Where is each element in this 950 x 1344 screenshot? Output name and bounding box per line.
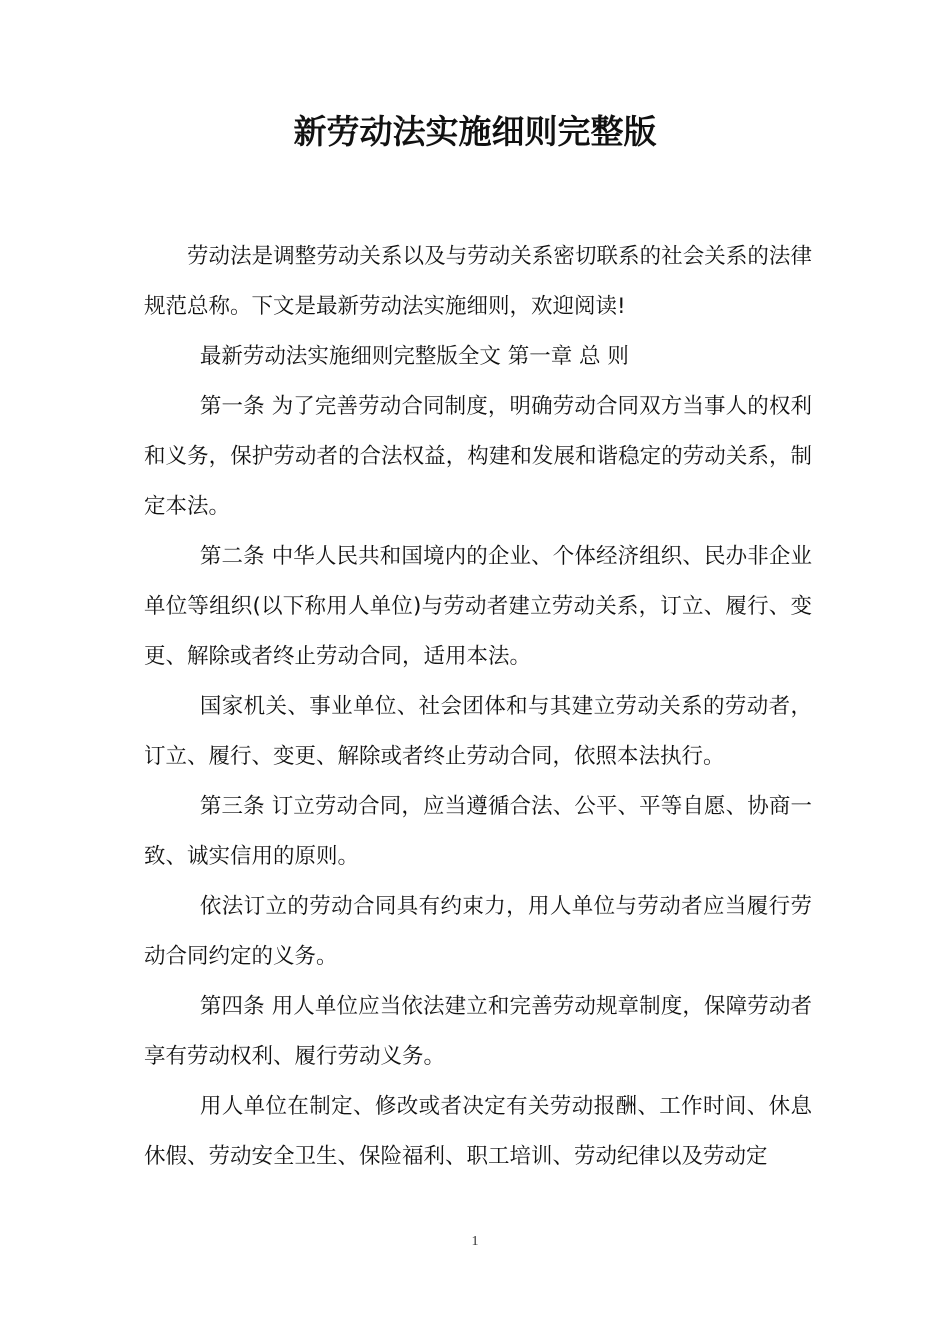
paragraph-article-3-clause-2: 依法订立的劳动合同具有约束力，用人单位与劳动者应当履行劳动合同约定的义务。 [144, 894, 812, 969]
paragraph-article-4-clause-2: 用人单位在制定、修改或者决定有关劳动报酬、工作时间、休息休假、劳动安全卫生、保险福利、职工培训、劳动纪律以及劳动定 [144, 1094, 812, 1169]
paragraph-article-4: 第四条 用人单位应当依法建立和完善劳动规章制度，保障劳动者享有劳动权利、履行劳动义务。 [144, 994, 812, 1069]
paragraph-chapter-heading: 最新劳动法实施细则完整版全文 第一章 总 则 [199, 344, 629, 369]
paragraph-article-2: 第二条 中华人民共和国境内的企业、个体经济组织、民办非企业单位等组织(以下称用人单位)与劳动者建立劳动关系，订立、履行、变更、解除或者终止劳动合同，适用本法。 [144, 544, 812, 669]
paragraph-article-3: 第三条 订立劳动合同，应当遵循合法、公平、平等自愿、协商一致、诚实信用的原则。 [144, 794, 812, 869]
document-title: 新劳动法实施细则完整版 [293, 112, 657, 151]
paragraph-intro: 劳动法是调整劳动关系以及与劳动关系密切联系的社会关系的法律规范总称。下文是最新劳动法实施细则，欢迎阅读! [144, 244, 812, 319]
paragraph-article-2-clause-2: 国家机关、事业单位、社会团体和与其建立劳动关系的劳动者，订立、履行、变更、解除或者终止劳动合同，依照本法执行。 [144, 694, 812, 769]
document-body [144, 232, 812, 1182]
page-number: 1 [471, 1234, 479, 1249]
paragraph-article-1: 第一条 为了完善劳动合同制度，明确劳动合同双方当事人的权利和义务，保护劳动者的合法权益，构建和发展和谐稳定的劳动关系，制定本法。 [144, 394, 812, 519]
